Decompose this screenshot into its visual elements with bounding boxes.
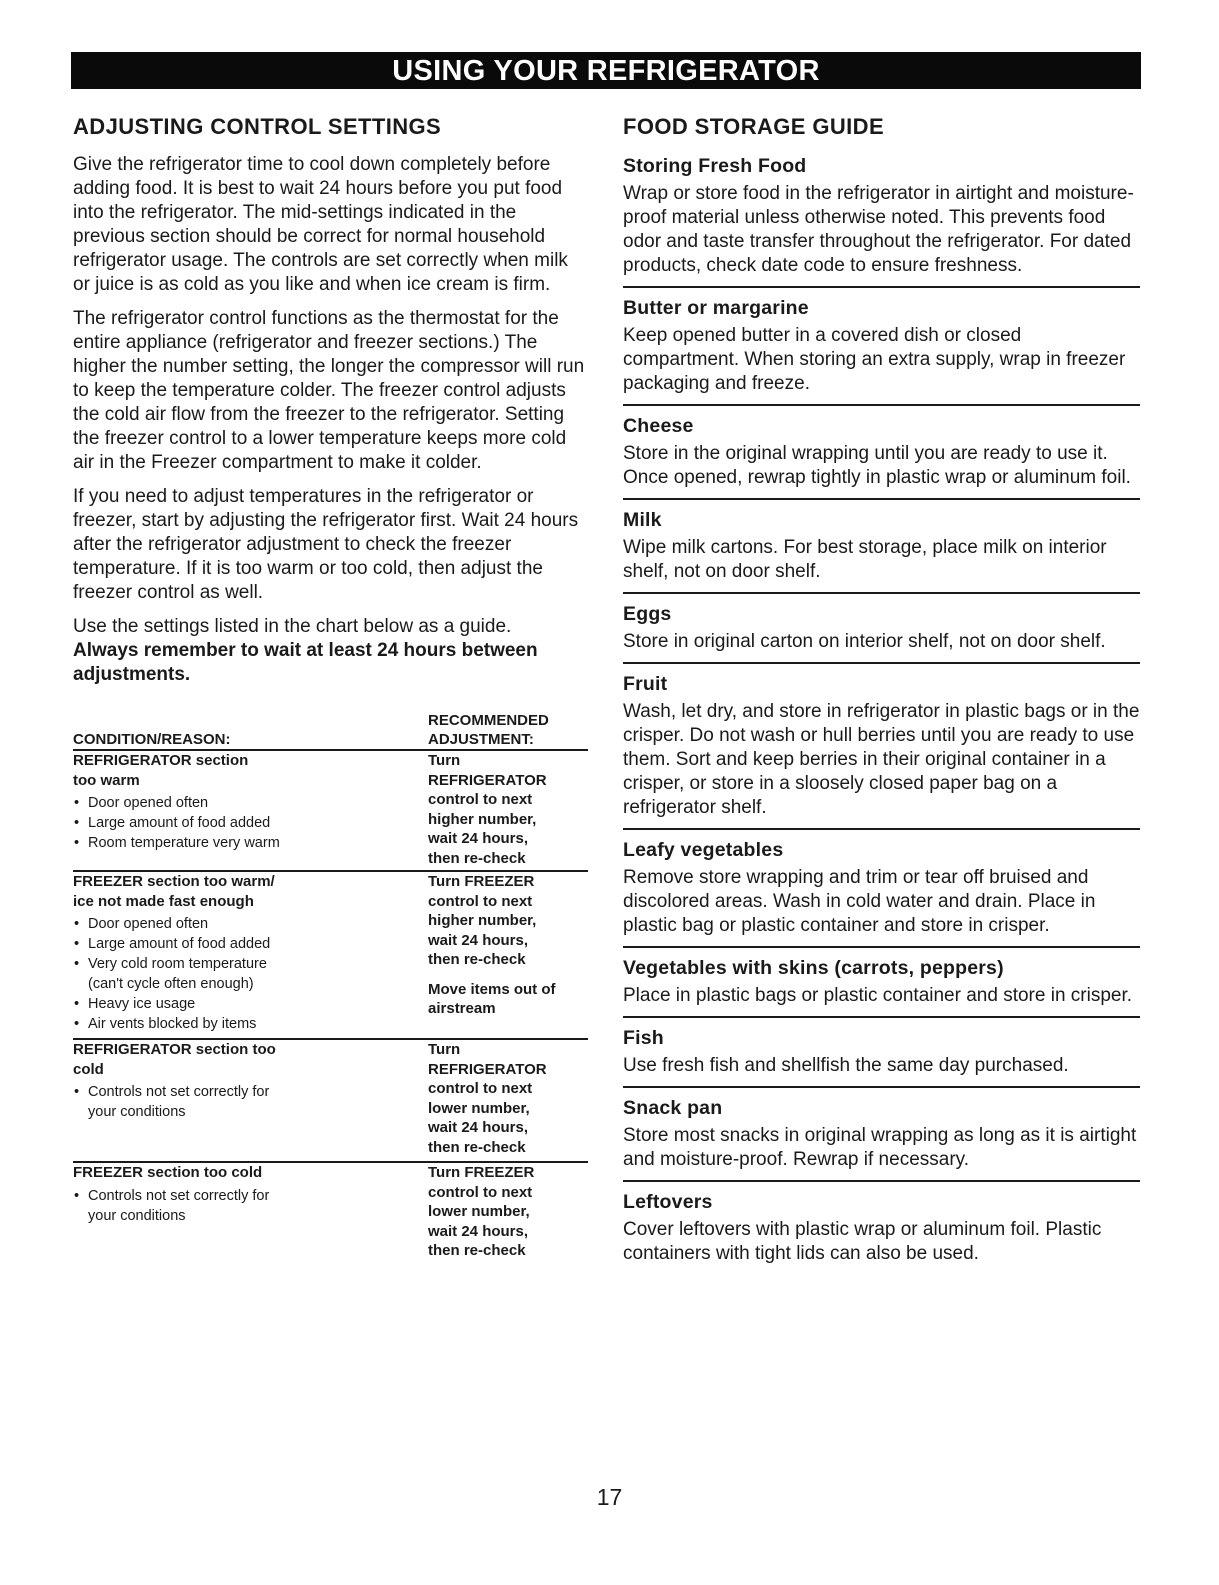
section-divider [623, 1086, 1140, 1088]
food-item-title: Snack pan [623, 1097, 723, 1119]
food-storage-list [623, 150, 1140, 1270]
condition-title: FREEZER section too warm/ ice not made fast enough [73, 873, 275, 910]
paragraph: If you need to adjust temperatures in the refrigerator or freezer, start by adjusting the refrigerator first. Wait 24 hours after the refrigerator adjustment to check the freezer temperature. If it is too warm or too cold, then adjust the freezer control as well. [73, 486, 579, 603]
adjustment-cell [428, 1163, 588, 1261]
food-storage-item [623, 150, 1140, 282]
food-storage-item [623, 952, 1140, 1012]
adjustment-text: Turn FREEZER control to next higher number, wait 24 hours, then re-check [428, 873, 537, 968]
food-storage-heading: FOOD STORAGE GUIDE [623, 114, 885, 139]
condition-title: REFRIGERATOR section too cold [73, 1041, 276, 1078]
reason-list [73, 1082, 428, 1122]
bold-note: Always remember to wait at least 24 hours between adjustments. [73, 640, 538, 685]
food-storage-item [623, 668, 1140, 824]
reason-item: • Air vents blocked by items [73, 1014, 428, 1034]
food-item-body: Keep opened butter in a covered dish or closed compartment. When storing an extra supply, wrap in freezer packaging and freeze. [623, 325, 1126, 394]
food-storage-column [623, 112, 1140, 1270]
food-storage-item [623, 1022, 1140, 1082]
food-item-body: Use fresh fish and shellfish the same day purchased. [623, 1055, 1069, 1076]
adjustment-table [73, 749, 588, 1263]
section-divider [623, 404, 1140, 406]
food-item-title: Fruit [623, 673, 668, 695]
reason-item: • Very cold room temperature (can't cycle often enough) [73, 954, 428, 994]
column-header-adjustment: RECOMMENDED ADJUSTMENT: [428, 712, 549, 748]
food-item-body: Wash, let dry, and store in refrigerator in plastic bags or in the crisper. Do not wash or hull berries until you are ready to use them. Sort and keep berries in their original container in a crisper, or store in a sloosely closed paper bag on a refrigerator shelf. [623, 701, 1140, 818]
table-row [73, 1040, 588, 1161]
food-item-body: Wrap or store food in the refrigerator in airtight and moisture-proof material unless otherwise noted. This prevents food odor and taste transfer throughout the refrigerator. For dated products, check date code to ensure freshness. [623, 183, 1134, 276]
table-row [73, 751, 588, 870]
reason-item: • Large amount of food added [73, 934, 428, 954]
reason-list [73, 1186, 428, 1226]
condition-title: FREEZER section too cold [73, 1164, 263, 1181]
adjustment-cell [428, 1040, 588, 1157]
food-item-body: Store in the original wrapping until you are ready to use it. Once opened, rewrap tightly in plastic wrap or aluminum foil. [623, 443, 1131, 488]
reason-item: • Room temperature very warm [73, 833, 428, 853]
condition-cell [73, 1163, 428, 1261]
food-storage-item [623, 834, 1140, 942]
food-item-body: Store in original carton on interior shelf, not on door shelf. [623, 631, 1106, 652]
food-item-title: Milk [623, 509, 662, 531]
reason-item: • Heavy ice usage [73, 994, 428, 1014]
adjusting-controls-column [73, 112, 588, 1263]
condition-cell [73, 872, 428, 1034]
extra-adjustment-text: Move items out of airstream [428, 980, 556, 1017]
food-storage-item [623, 598, 1140, 658]
condition-cell [73, 751, 428, 868]
condition-cell [73, 1040, 428, 1157]
section-divider [623, 1180, 1140, 1182]
food-item-body: Place in plastic bags or plastic container and store in crisper. [623, 985, 1133, 1006]
page-banner: USING YOUR REFRIGERATOR [71, 52, 1141, 89]
section-divider [623, 662, 1140, 664]
food-item-body: Remove store wrapping and trim or tear off bruised and discolored areas. Wash in cold water and drain. Place in plastic bag or plastic container and store in crisper. [623, 867, 1096, 936]
food-item-body: Wipe milk cartons. For best storage, place milk on interior shelf, not on door shelf. [623, 537, 1107, 582]
food-item-title: Fish [623, 1027, 664, 1049]
column-header-condition: CONDITION/REASON: [73, 731, 231, 748]
food-item-body: Store most snacks in original wrapping as long as it is airtight and moisture-proof. Rewrap if necessary. [623, 1125, 1137, 1170]
page-number: 17 [596, 1484, 623, 1510]
section-divider [623, 946, 1140, 948]
paragraph: The refrigerator control functions as the thermostat for the entire appliance (refrigerator and freezer sections.) The higher the number setting, the longer the compressor will run to keep the temperature colder. The freezer control adjusts the cold air flow from the freezer to the refrigerator. Setting the freezer control to a lower temperature keeps more cold air in the Freezer compartment to make it colder. [73, 308, 585, 473]
table-row [73, 872, 588, 1038]
food-item-body: Cover leftovers with plastic wrap or aluminum foil. Plastic containers with tight lids can also be used. [623, 1219, 1102, 1264]
section-divider [623, 592, 1140, 594]
reason-item: • Controls not set correctly for your conditions [73, 1082, 428, 1122]
condition-title: REFRIGERATOR section too warm [73, 752, 249, 789]
adjusting-controls-heading: ADJUSTING CONTROL SETTINGS [73, 114, 442, 139]
adjustment-cell [428, 751, 588, 868]
food-item-title: Leftovers [623, 1191, 713, 1213]
reason-item: • Door opened often [73, 793, 428, 813]
food-item-title: Storing Fresh Food [623, 155, 807, 177]
adjustment-text: Turn REFRIGERATOR control to next lower number, wait 24 hours, then re-check [428, 1041, 547, 1156]
section-divider [623, 498, 1140, 500]
food-storage-item [623, 410, 1140, 494]
adjustment-text: Turn FREEZER control to next lower number, wait 24 hours, then re-check [428, 1164, 535, 1259]
section-divider [623, 1016, 1140, 1018]
reason-list [73, 793, 428, 853]
food-item-title: Eggs [623, 603, 672, 625]
section-divider [623, 828, 1140, 830]
reason-item: • Controls not set correctly for your conditions [73, 1186, 428, 1226]
section-divider [623, 286, 1140, 288]
paragraph: Use the settings listed in the chart below as a guide. [73, 616, 512, 637]
food-item-title: Leafy vegetables [623, 839, 784, 861]
paragraph: Give the refrigerator time to cool down completely before adding food. It is best to wait 24 hours before you put food into the refrigerator. The mid-settings indicated in the previous section should be correct for normal household refrigerator usage. The controls are set correctly when milk or juice is as cold as you like and when ice cream is firm. [73, 154, 568, 295]
food-storage-item [623, 1092, 1140, 1176]
adjustment-text: Turn REFRIGERATOR control to next higher number, wait 24 hours, then re-check [428, 752, 547, 867]
table-row [73, 1163, 588, 1263]
reason-item: • Door opened often [73, 914, 428, 934]
table-header [73, 703, 588, 749]
food-storage-item [623, 292, 1140, 400]
food-item-title: Cheese [623, 415, 694, 437]
food-storage-item [623, 504, 1140, 588]
food-storage-item [623, 1186, 1140, 1270]
reason-list [73, 914, 428, 1034]
reason-item: • Large amount of food added [73, 813, 428, 833]
adjustment-cell [428, 872, 588, 1034]
food-item-title: Butter or margarine [623, 297, 809, 319]
food-item-title: Vegetables with skins (carrots, peppers) [623, 957, 1004, 979]
